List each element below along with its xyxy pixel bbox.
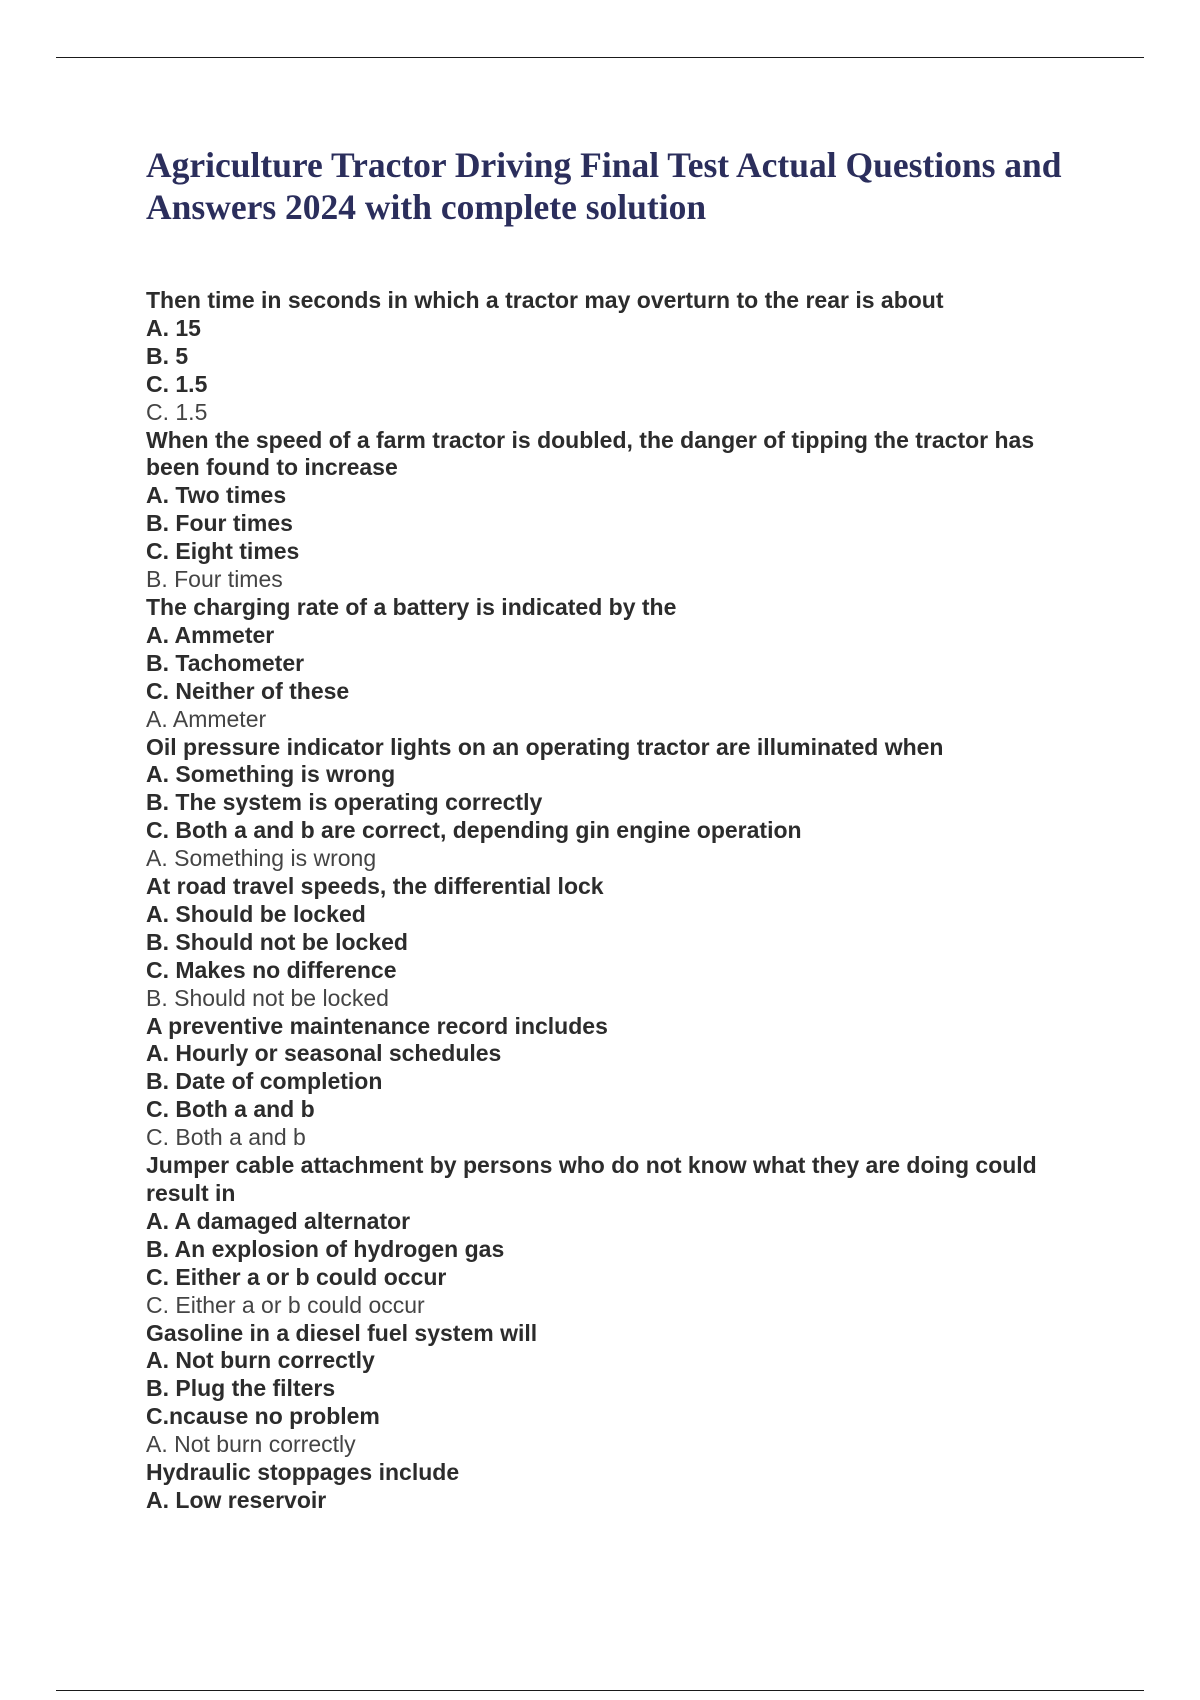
option-b: B. The system is operating correctly xyxy=(146,789,543,816)
answer-text: C. 1.5 xyxy=(146,398,208,425)
option-a: A. 15 xyxy=(146,314,201,341)
option-c: C. Eight times xyxy=(146,538,300,565)
option-c: C. Makes no difference xyxy=(146,956,397,983)
question-text: Hydraulic stoppages include xyxy=(146,1459,460,1486)
question-text: Gasoline in a diesel fuel system will xyxy=(146,1319,538,1346)
option-c: C. Both a and b xyxy=(146,1096,315,1123)
option-a: A. Two times xyxy=(146,482,287,509)
question-block xyxy=(146,427,1066,594)
question-text: Oil pressure indicator lights on an operating tractor are illuminated when xyxy=(146,733,944,760)
question-block xyxy=(146,873,1066,1013)
option-c: C. Neither of these xyxy=(146,677,350,704)
question-text: The charging rate of a battery is indicated by the xyxy=(146,593,677,620)
option-b: B. An explosion of hydrogen gas xyxy=(146,1235,505,1262)
answer-text: C. Either a or b could occur xyxy=(146,1291,425,1318)
question-block xyxy=(146,287,1066,427)
option-b: B. Date of completion xyxy=(146,1068,383,1095)
option-c: C. 1.5 xyxy=(146,370,208,397)
option-a: A. A damaged alternator xyxy=(146,1207,411,1234)
answer-text: A. Something is wrong xyxy=(146,845,377,872)
option-a: A. Should be locked xyxy=(146,900,366,927)
question-block xyxy=(146,1320,1066,1460)
option-c: C. Either a or b could occur xyxy=(146,1263,447,1290)
option-b: B. Should not be locked xyxy=(146,928,408,955)
answer-text: A. Ammeter xyxy=(146,705,267,732)
document-title: Agriculture Tractor Driving Final Test Actual Questions and Answers 2024 with complete solution xyxy=(146,145,1062,227)
option-c: C.ncause no problem xyxy=(146,1403,380,1430)
question-block xyxy=(146,734,1066,874)
option-a: A. Ammeter xyxy=(146,621,275,648)
option-a: A. Something is wrong xyxy=(146,761,396,788)
option-b: B. Four times xyxy=(146,510,293,537)
answer-text: C. Both a and b xyxy=(146,1124,306,1151)
option-b: B. Tachometer xyxy=(146,649,305,676)
option-a: A. Hourly or seasonal schedules xyxy=(146,1040,502,1067)
question-block xyxy=(146,594,1066,734)
option-c: C. Both a and b are correct, depending gin engine operation xyxy=(146,817,802,844)
question-text: A preventive maintenance record includes xyxy=(146,1012,608,1039)
option-b: B. Plug the filters xyxy=(146,1375,336,1402)
question-text: Jumper cable attachment by persons who do not know what they are doing could result in xyxy=(146,1152,1037,1206)
footer-rule xyxy=(56,1690,1144,1691)
option-a: A. Not burn correctly xyxy=(146,1347,375,1374)
option-b: B. 5 xyxy=(146,342,189,369)
answer-text: B. Should not be locked xyxy=(146,984,389,1011)
answer-text: A. Not burn correctly xyxy=(146,1431,356,1458)
option-a: A. Low reservoir xyxy=(146,1486,327,1513)
answer-text: B. Four times xyxy=(146,566,283,593)
question-list xyxy=(146,287,1066,1515)
question-block xyxy=(146,1013,1066,1153)
question-text: Then time in seconds in which a tractor may overturn to the rear is about xyxy=(146,287,944,313)
header-rule xyxy=(56,57,1144,58)
question-block xyxy=(146,1459,1066,1515)
question-text: When the speed of a farm tractor is doubled, the danger of tipping the tractor has been found to increase xyxy=(146,426,1035,481)
question-text: At road travel speeds, the differential lock xyxy=(146,873,604,900)
question-block xyxy=(146,1152,1066,1319)
